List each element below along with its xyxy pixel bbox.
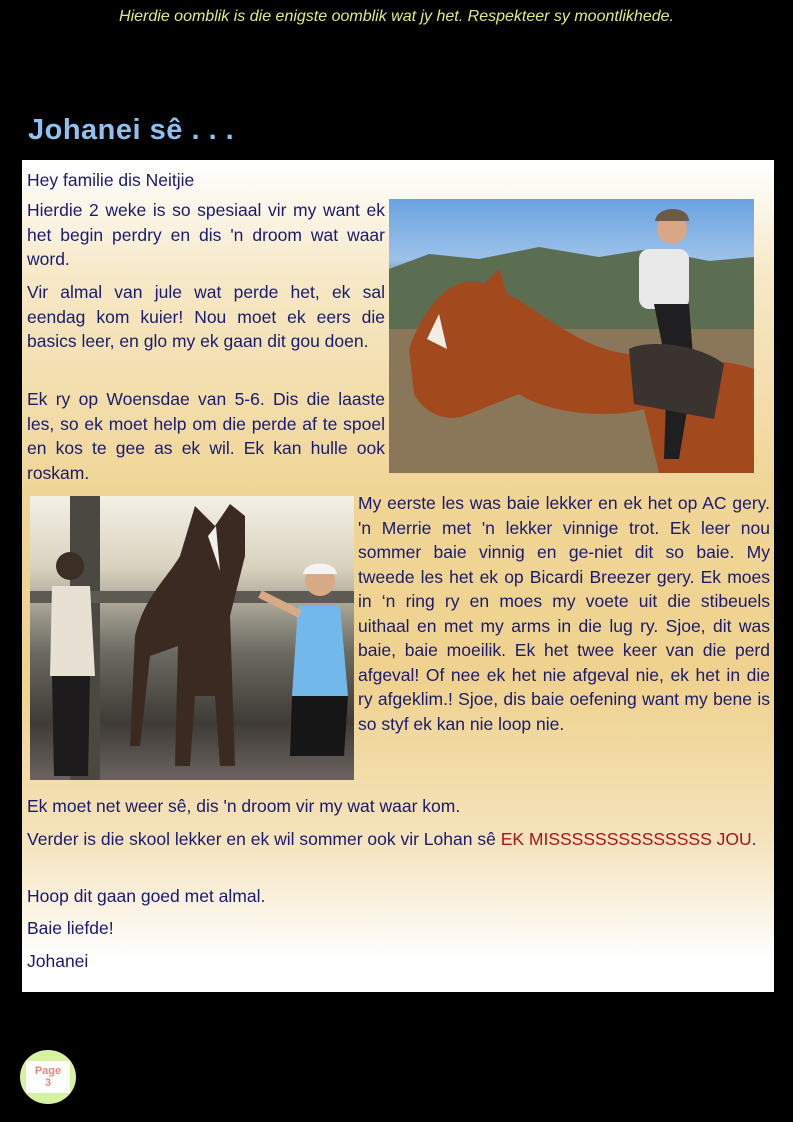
paragraph-love: Baie liefde! xyxy=(27,918,114,938)
greeting-paragraph: Hey familie dis Neitjie xyxy=(27,170,195,190)
page-number-badge xyxy=(20,1050,76,1104)
paragraph-dream: Ek moet net weer sê, dis 'n droom vir my wat waar kom. xyxy=(27,796,461,816)
signature-name: Johanei xyxy=(27,951,89,971)
photo-washing-horse xyxy=(30,496,354,780)
paragraph-wishes: Hoop dit gaan goed met almal. xyxy=(27,886,266,906)
school-text-end: . xyxy=(751,829,757,849)
page-title: Johanei sê . . . xyxy=(28,114,235,146)
photo-girl-on-horse xyxy=(389,199,754,473)
paragraph-schedule: Ek ry op Woensdae van 5-6. Dis die laaste les, so ek moet help om die perde af te spoel en kos te gee as ek wil. Ek kan hulle ook roskam. xyxy=(27,389,385,483)
paragraph-visit: Vir almal van jule wat perde het, ek sal eendag kom kuier! Nou moet ek eers die basics leer, en glo my ek gaan dit gou doen. xyxy=(27,282,385,351)
article-panel xyxy=(22,160,774,992)
miss-you-text: EK MISSSSSSSSSSSSSS JOU xyxy=(500,829,752,849)
paragraph-intro: Hierdie 2 weke is so spesiaal vir my want ek het begin perdry en dis 'n droom wat waar word. xyxy=(27,200,385,269)
header-tagline: Hierdie oomblik is die enigste oomblik wat jy het. Respekteer sy moontlikhede. xyxy=(119,8,674,25)
page-label: Page xyxy=(34,1065,62,1077)
page-number: 3 xyxy=(44,1077,52,1089)
paragraph-school xyxy=(27,827,770,852)
school-text: Verder is die skool lekker en ek wil sommer ook vir Lohan sê xyxy=(27,829,501,849)
paragraph-lessons: My eerste les was baie lekker en ek het op AC gery. 'n Merrie met 'n lekker vinnige trot. Ek leer nou sommer baie vinnig en ge-niet dit so baie. My tweede les het ek op Bicardi Breezer gery. Ek moes in ‘n ring ry en moes my voete uit die stibeuels uithaal en met my arms in die lug ry. Sjoe, dit was baie, baie moeilik. Ek het twee keer van die perd afgeval! Of nee ek het nie afgeval nie, ek het in die ry afgeklim.! Sjoe, dis baie oefening want my bene is so styf ek kan nie loop nie. xyxy=(358,493,770,734)
